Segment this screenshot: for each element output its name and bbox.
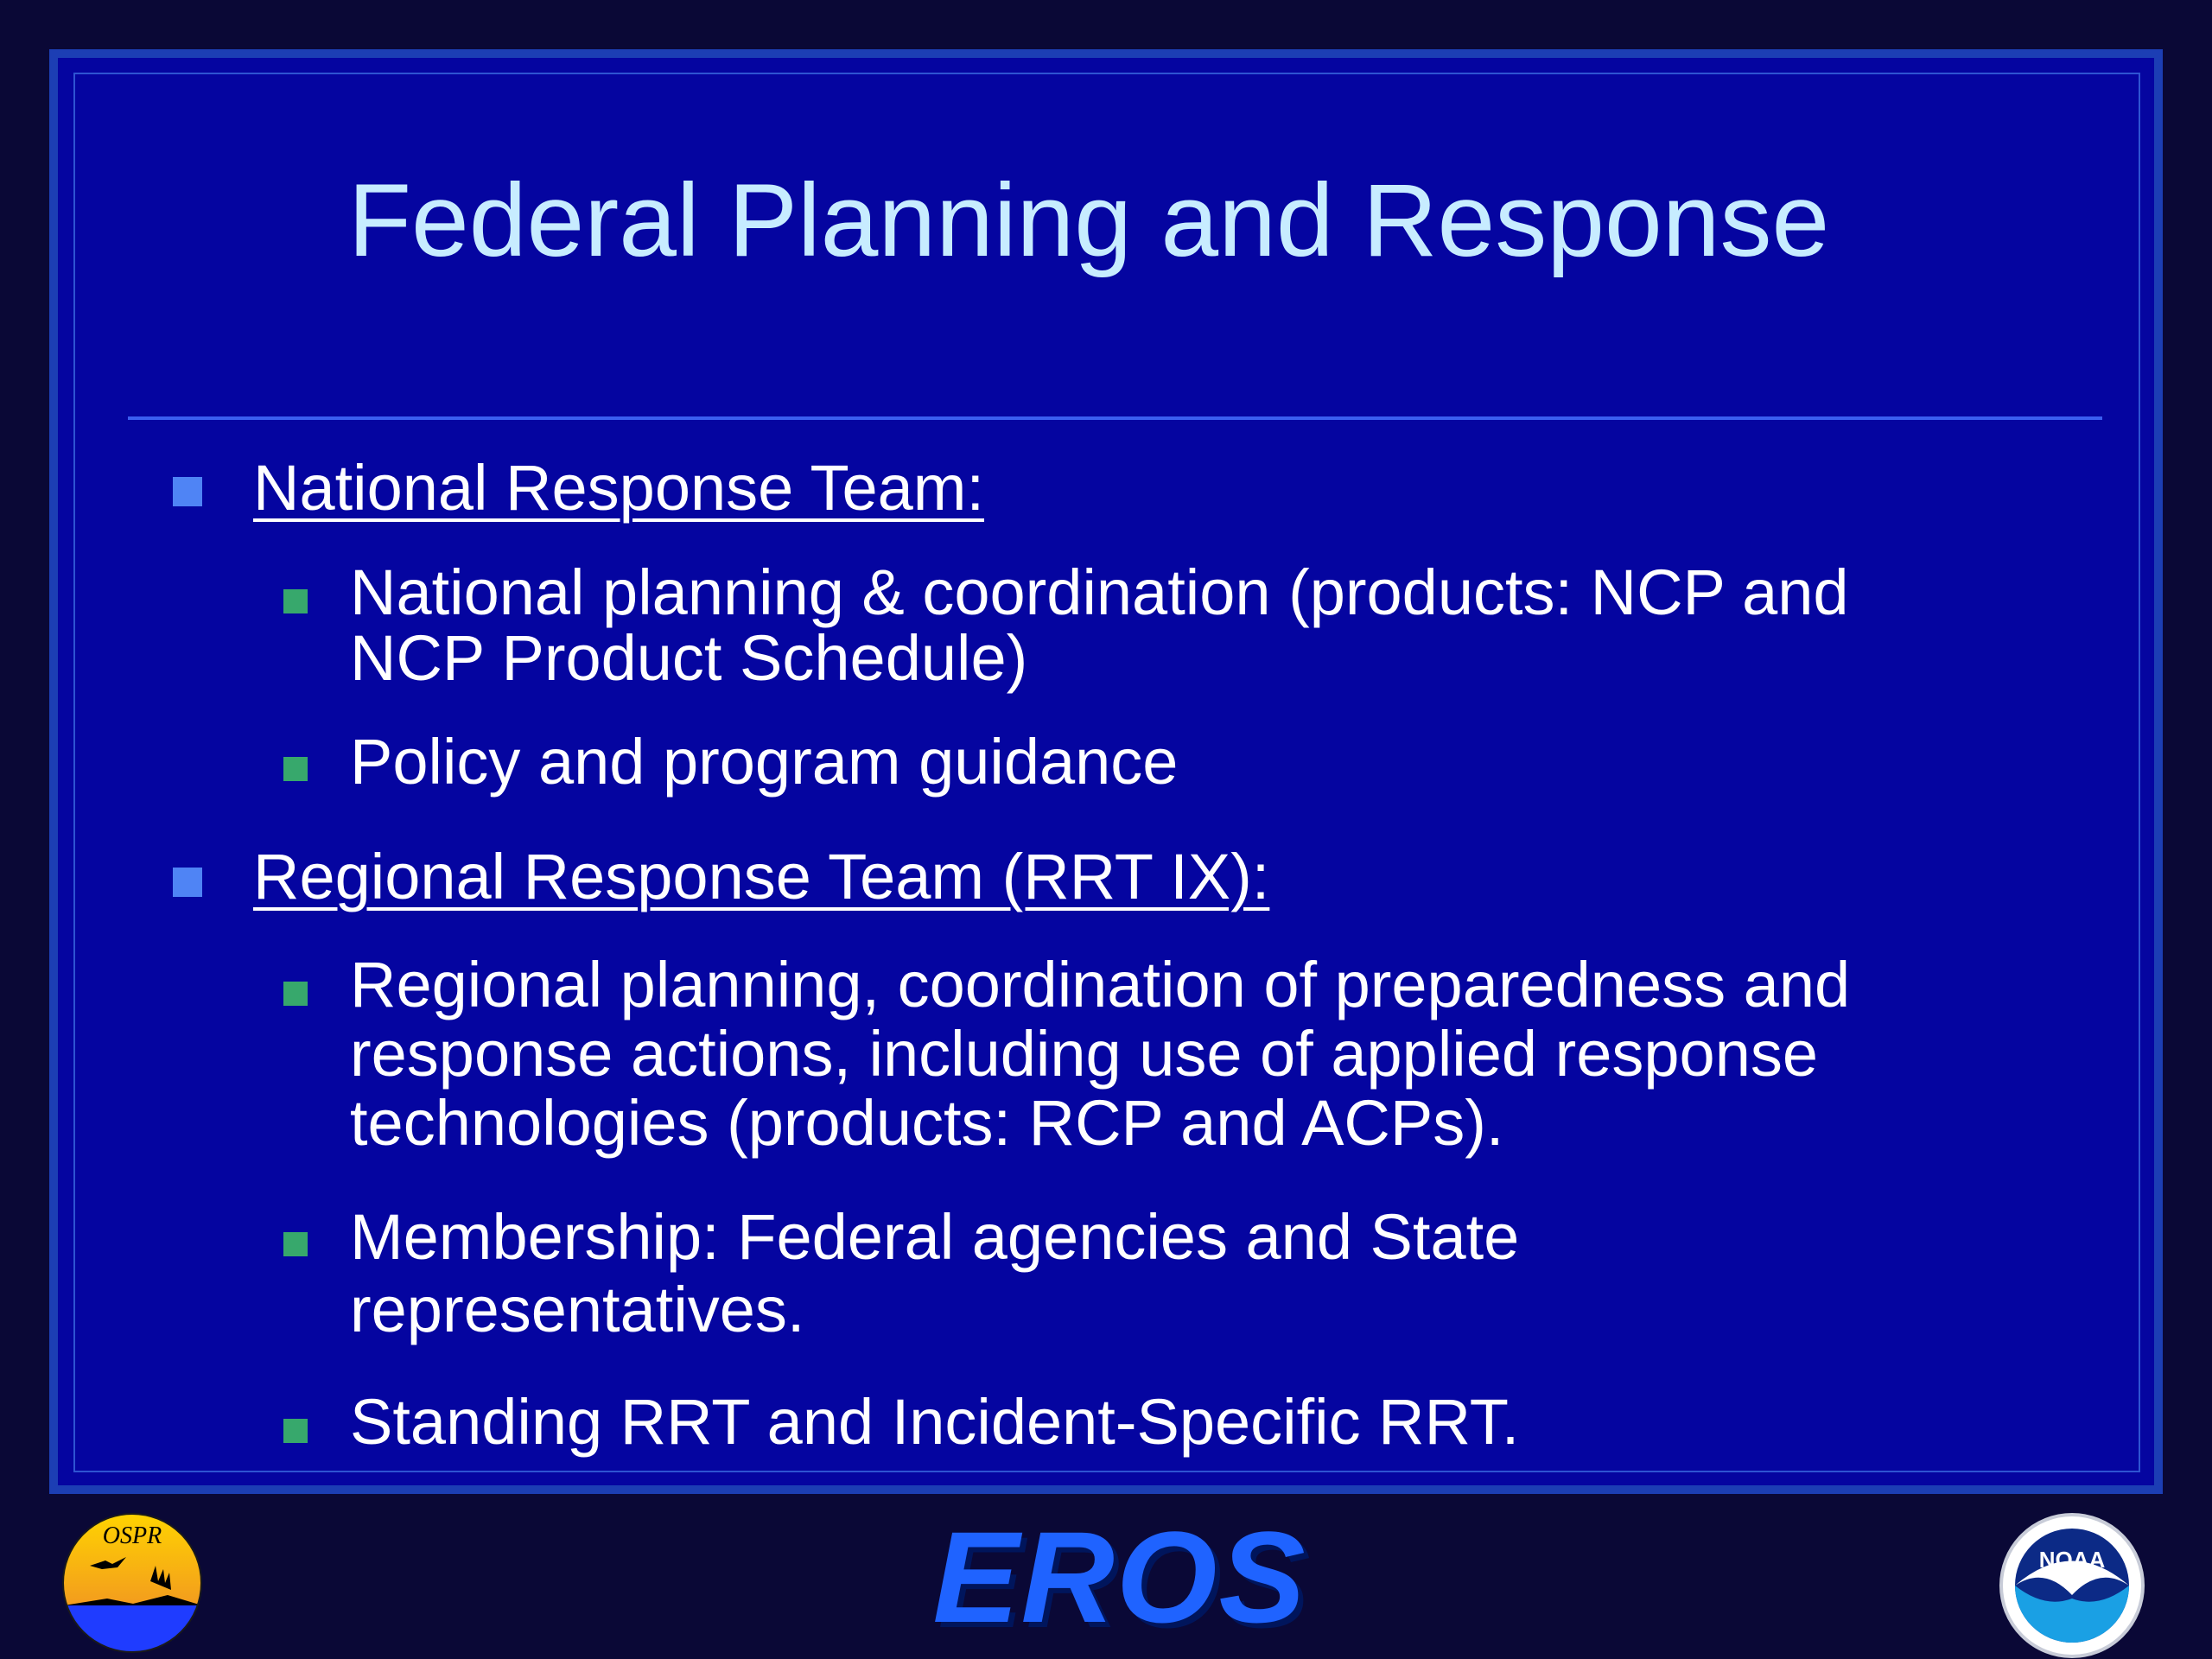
eros-wordmark: EROS (932, 1504, 1307, 1649)
sub-bullet-membership-line2: representatives. (350, 1274, 805, 1345)
sub-bullet-icon (283, 1419, 308, 1443)
ospr-logo-icon (55, 1512, 209, 1655)
sub-bullet-icon (283, 589, 308, 613)
sub-bullet-regional-planning-line3: technologies (products: RCP and ACPs). (350, 1087, 1504, 1159)
sub-bullet-regional-planning-line2: response actions, including use of applied response (350, 1018, 1819, 1090)
sub-bullet-icon (283, 982, 308, 1006)
sub-bullet-icon (283, 1232, 308, 1256)
sub-bullet-policy-guidance: Policy and program guidance (350, 726, 1179, 798)
ospr-logo-text: OSPR (102, 1522, 162, 1549)
bullet-regional-response-team: Regional Response Team (RRT IX): (253, 841, 1270, 912)
noaa-logo-text: NOAA (2038, 1547, 2106, 1573)
bullet-icon (173, 477, 202, 506)
title-divider (128, 416, 2102, 420)
sub-bullet-membership-line1: Membership: Federal agencies and State (350, 1201, 1520, 1273)
sub-bullet-national-planning-line1: National planning & coordination (products: NCP and (350, 556, 1849, 628)
sub-bullet-icon (283, 757, 308, 781)
bullet-national-response-team: National Response Team: (253, 452, 985, 524)
slide-title: Federal Planning and Response (347, 162, 1830, 278)
noaa-logo-icon (1987, 1512, 2157, 1659)
sub-bullet-regional-planning-line1: Regional planning, coordination of preparedness and (350, 949, 1851, 1020)
sub-bullet-standing-rrt: Standing RRT and Incident-Specific RRT. (350, 1386, 1520, 1458)
sub-bullet-national-planning-line2: NCP Product Schedule) (350, 622, 1028, 694)
bullet-icon (173, 868, 202, 897)
